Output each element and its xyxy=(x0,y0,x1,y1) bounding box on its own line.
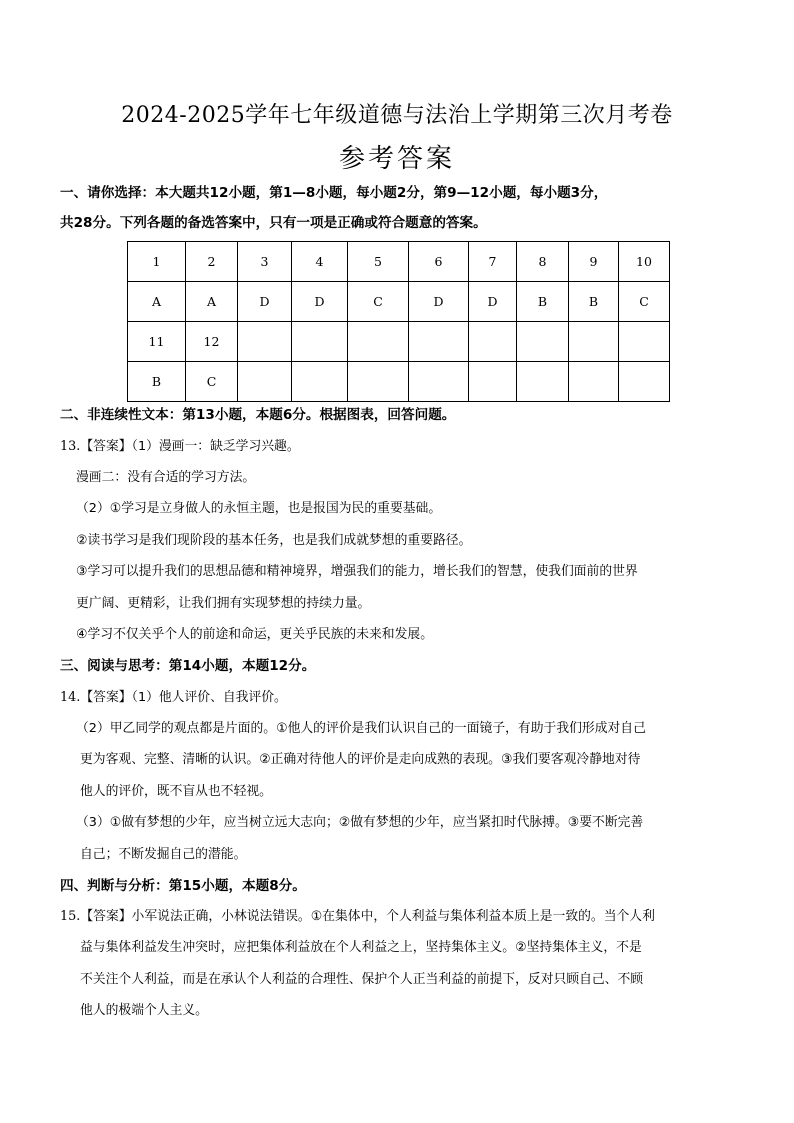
table-cell: 10 xyxy=(619,242,670,282)
q13-answer-line5: ③学习可以提升我们的思想品德和精神境界，增强我们的能力，增长我们的智慧，使我们面前的世界 xyxy=(76,564,638,579)
q13-answer-line6: 更广阔、更精彩，让我们拥有实现梦想的持续力量。 xyxy=(76,596,371,611)
table-cell xyxy=(469,362,517,402)
table-cell xyxy=(292,362,348,402)
table-cell: C xyxy=(186,362,238,402)
table-cell xyxy=(619,362,670,402)
table-cell: 9 xyxy=(569,242,619,282)
table-cell xyxy=(619,322,670,362)
table-cell xyxy=(409,362,469,402)
answer-table xyxy=(127,241,670,402)
table-cell xyxy=(517,322,569,362)
table-cell xyxy=(348,362,409,402)
table-cell: 6 xyxy=(409,242,469,282)
q13-answer-line7: ④学习不仅关乎个人的前途和命运，更关乎民族的未来和发展。 xyxy=(76,627,433,642)
section2-heading: 二、非连续性文本：第13小题，本题6分。根据图表，回答问题。 xyxy=(60,407,456,423)
section3-heading: 三、阅读与思考：第14小题，本题12分。 xyxy=(60,658,316,674)
table-cell: D xyxy=(469,282,517,322)
table-cell xyxy=(569,322,619,362)
section1-heading-line2: 共28分。下列各题的备选答案中，只有一项是正确或符合题意的答案。 xyxy=(60,215,487,231)
section4-heading: 四、判断与分析：第15小题，本题8分。 xyxy=(60,878,306,894)
q14-answer-line3: 更为客观、完整、清晰的认识。②正确对待他人的评价是走向成熟的表现。③我们要客观冷静地对待 xyxy=(80,752,641,767)
table-cell: 12 xyxy=(186,322,238,362)
table-cell: 1 xyxy=(128,242,186,282)
table-cell: D xyxy=(238,282,292,322)
table-cell: C xyxy=(348,282,409,322)
section1-heading-line1: 一、请你选择：本大题共12小题，第1—8小题，每小题2分，第9—12小题，每小题3分， xyxy=(60,185,608,201)
table-cell: A xyxy=(128,282,186,322)
table-cell: C xyxy=(619,282,670,322)
q13-answer-line4: ②读书学习是我们现阶段的基本任务，也是我们成就梦想的重要路径。 xyxy=(76,533,472,548)
table-cell: D xyxy=(409,282,469,322)
table-cell: 4 xyxy=(292,242,348,282)
page-title: 2024-2025学年七年级道德与法治上学期第三次月考卷 xyxy=(121,103,673,128)
table-row xyxy=(128,322,670,362)
table-cell: 8 xyxy=(517,242,569,282)
q15-answer-line3: 不关注个人利益，而是在承认个人利益的合理性、保护个人正当利益的前提下，反对只顾自己、不顾 xyxy=(80,972,644,987)
q14-answer-line2: （2）甲乙同学的观点都是片面的。①他人的评价是我们认识自己的一面镜子，有助于我们形成对自己 xyxy=(76,721,646,736)
table-cell: B xyxy=(128,362,186,402)
q13-answer-line3: （2）①学习是立身做人的永恒主题，也是报国为民的重要基础。 xyxy=(76,501,442,516)
q14-text: （1）他人评价、自我评价。 xyxy=(131,690,287,705)
table-row xyxy=(128,362,670,402)
table-cell xyxy=(238,322,292,362)
q14-answer-line5: （3）①做有梦想的少年，应当树立远大志向；②做有梦想的少年，应当紧扣时代脉搏。③要不断完善 xyxy=(76,815,644,830)
table-cell: B xyxy=(569,282,619,322)
table-cell: D xyxy=(292,282,348,322)
table-cell xyxy=(348,322,409,362)
table-cell xyxy=(409,322,469,362)
q13-answer-line2: 漫画二：没有合适的学习方法。 xyxy=(76,470,256,485)
q15-answer-line4: 他人的极端个人主义。 xyxy=(80,1003,208,1018)
table-cell xyxy=(238,362,292,402)
table-cell xyxy=(517,362,569,402)
q14-label: 14.【答案】 xyxy=(60,690,132,705)
table-cell xyxy=(469,322,517,362)
table-cell: A xyxy=(186,282,238,322)
table-cell: 11 xyxy=(128,322,186,362)
q15-text: 小军说法正确，小林说法错误。①在集体中，个人利益与集体利益本质上是一致的。当个人利 xyxy=(131,909,655,924)
q15-answer-line1 xyxy=(60,911,740,924)
table-row xyxy=(128,282,670,322)
table-cell: B xyxy=(517,282,569,322)
q13-answer-line1 xyxy=(60,441,740,454)
table-cell: 7 xyxy=(469,242,517,282)
table-cell: 2 xyxy=(186,242,238,282)
q15-label: 15.【答案】 xyxy=(60,909,132,924)
q14-answer-line4: 他人的评价，既不盲从也不轻视。 xyxy=(80,784,272,799)
q15-answer-line2: 益与集体利益发生冲突时，应把集体利益放在个人利益之上，坚持集体主义。②坚持集体主义，不是 xyxy=(80,940,642,955)
table-cell xyxy=(569,362,619,402)
q13-label: 13.【答案】 xyxy=(60,439,132,454)
q14-answer-line6: 自己；不断发掘自己的潜能。 xyxy=(80,847,247,862)
table-row xyxy=(128,242,670,282)
q14-answer-line1 xyxy=(60,692,740,705)
q13-text: （1）漫画一：缺乏学习兴趣。 xyxy=(131,439,300,454)
table-cell: 3 xyxy=(238,242,292,282)
table-cell xyxy=(292,322,348,362)
page-subtitle: 参考答案 xyxy=(338,144,455,174)
table-cell: 5 xyxy=(348,242,409,282)
